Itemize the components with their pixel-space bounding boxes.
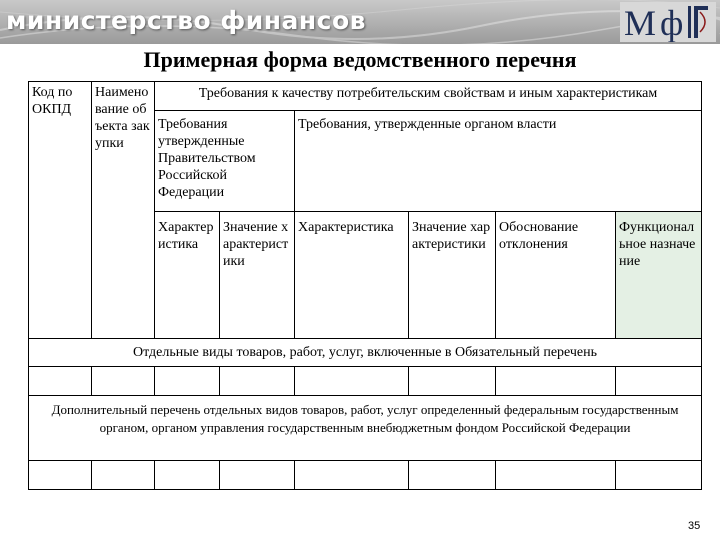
okpd-label: Код по ОКПД <box>32 85 73 117</box>
empty-cell <box>154 460 220 490</box>
empty-cell <box>408 460 496 490</box>
empty-cell <box>91 366 155 396</box>
char1-label: Характеристика <box>158 220 214 252</box>
ministry-logo <box>620 2 716 42</box>
empty-cell <box>219 366 295 396</box>
section-additional-list <box>28 395 702 461</box>
empty-cell <box>154 366 220 396</box>
gov-requirements-label: Требования утвержденные Правительством Российской Федерации <box>158 117 256 200</box>
reason-label: Обоснование отклонения <box>499 220 579 252</box>
empty-cell <box>495 460 616 490</box>
section-mandatory-list <box>28 338 702 367</box>
function-label: Функциональное назначение <box>619 220 696 269</box>
char2-label: Характеристика <box>298 220 394 235</box>
authority-requirements-label: Требования, утвержденные органом власти <box>298 117 557 132</box>
empty-cell <box>408 366 496 396</box>
ministry-title: министерство финансов <box>6 6 366 35</box>
header-cell-reason <box>495 211 616 339</box>
value2-label: Значение характеристики <box>412 220 491 252</box>
empty-cell <box>28 460 92 490</box>
header-cell-function <box>615 211 702 339</box>
empty-cell <box>495 366 616 396</box>
value1-label: Значение характеристики <box>223 220 289 269</box>
empty-cell <box>615 460 702 490</box>
header-cell-value2 <box>408 211 496 339</box>
empty-cell <box>28 366 92 396</box>
name-label: Наименование объекта закупки <box>95 85 150 151</box>
empty-cell <box>91 460 155 490</box>
header-banner <box>0 0 720 44</box>
header-cell-value1 <box>219 211 295 339</box>
section1-label: Отдельные виды товаров, работ, услуг, включенные в Обязательный перечень <box>132 345 598 360</box>
header-cell-authority <box>294 110 702 212</box>
header-cell-okpd <box>28 81 92 339</box>
header-cell-char2 <box>294 211 409 339</box>
section2-label: Дополнительный перечень отдельных видов товаров, работ, услуг определенный федеральным государственным органом, органом управления государственным внебюджетным фондом Российской Федерации <box>51 402 679 435</box>
svg-text:М: М <box>624 3 657 42</box>
empty-cell <box>219 460 295 490</box>
header-cell-name <box>91 81 155 339</box>
page-number: 35 <box>688 520 701 532</box>
empty-cell <box>615 366 702 396</box>
svg-text:ф: ф <box>660 3 684 42</box>
empty-cell <box>294 366 409 396</box>
requirements-label: Требования к качеству потребительским свойствам и иным характеристикам <box>198 86 658 101</box>
document-title: Примерная форма ведомственного перечня <box>143 47 577 72</box>
empty-cell <box>294 460 409 490</box>
header-cell-char1 <box>154 211 220 339</box>
header-cell-requirements <box>154 81 702 111</box>
header-cell-gov <box>154 110 295 212</box>
